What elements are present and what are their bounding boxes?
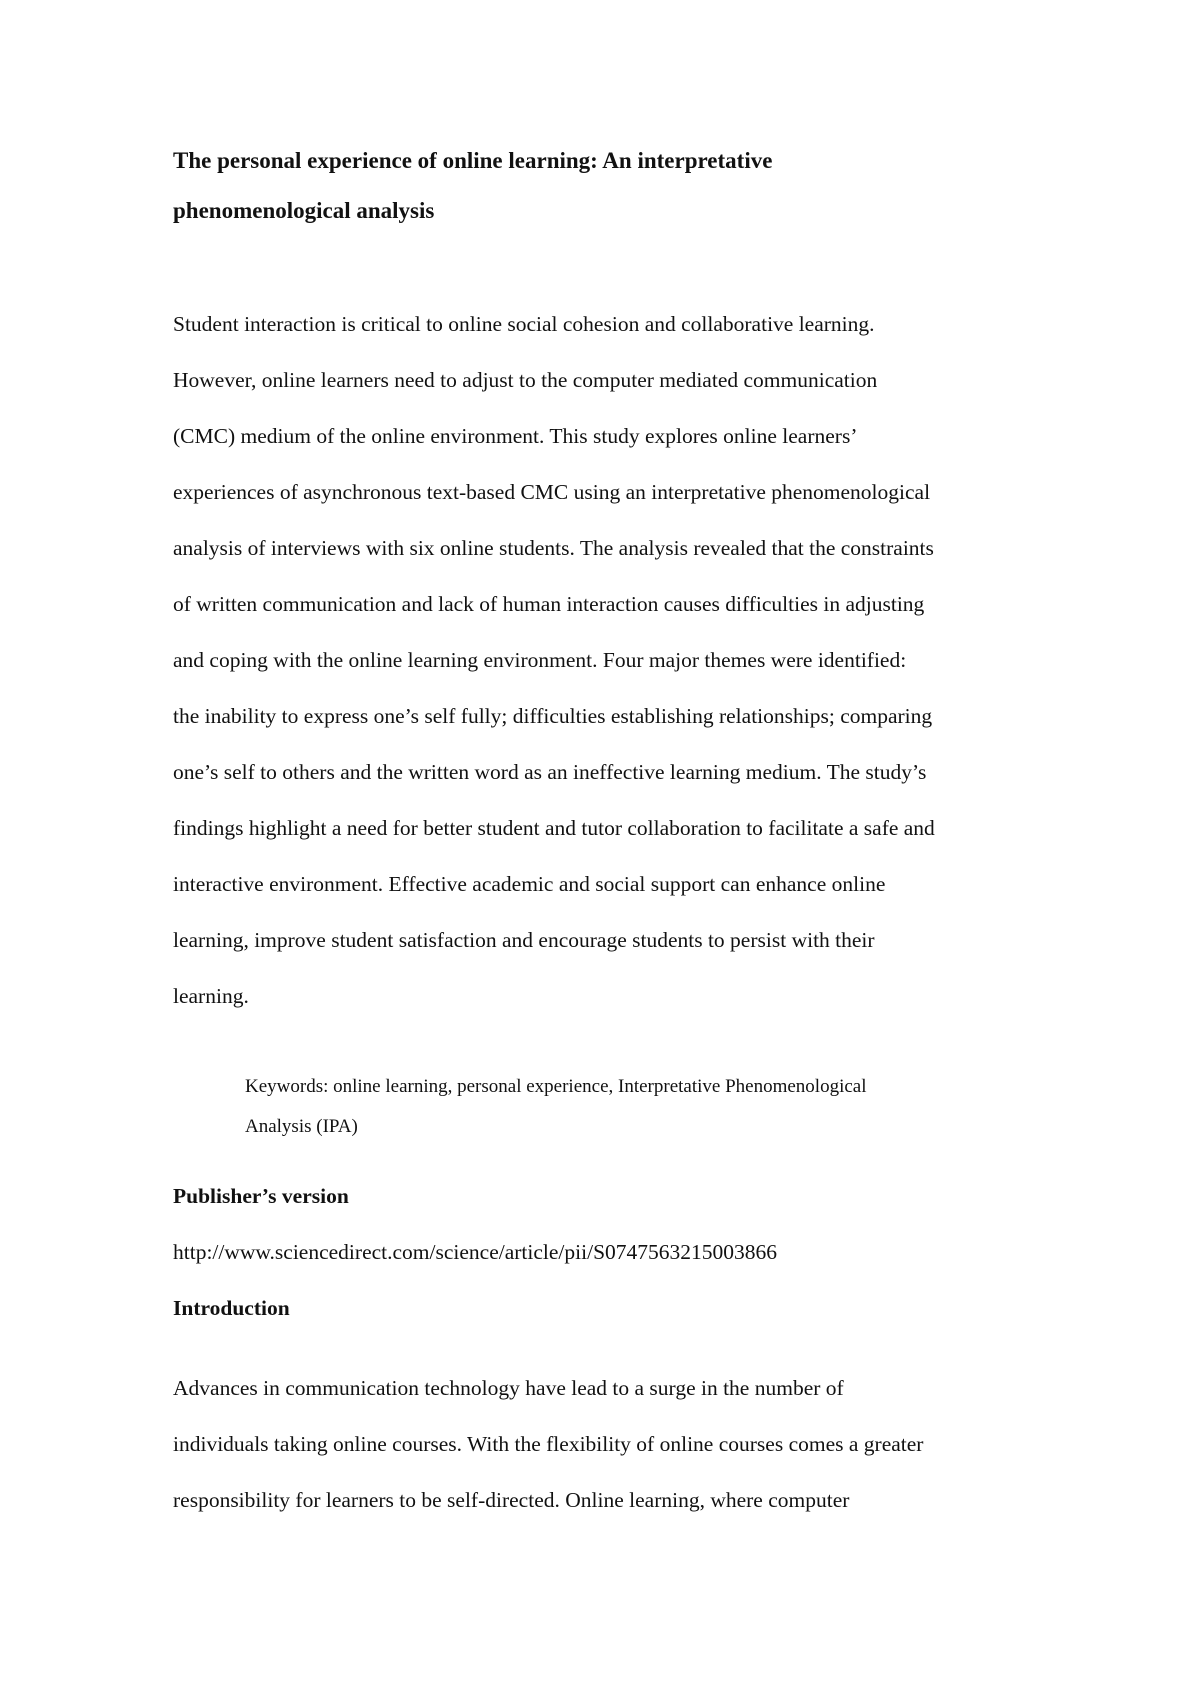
abstract-line: learning. xyxy=(173,984,249,1008)
keywords-line: Keywords: online learning, personal experience, Interpretative Phenomenological xyxy=(245,1076,867,1097)
abstract-line: (CMC) medium of the online environment. This study explores online learners’ xyxy=(173,424,858,448)
abstract-line: the inability to express one’s self fully; difficulties establishing relationships; comparing xyxy=(173,704,933,728)
paper-title-line-1: The personal experience of online learning: An interpretative xyxy=(173,148,773,173)
abstract-line: findings highlight a need for better student and tutor collaboration to facilitate a safe and xyxy=(173,816,935,840)
introduction-line: Advances in communication technology have lead to a surge in the number of xyxy=(173,1376,844,1400)
introduction-heading: Introduction xyxy=(173,1296,290,1320)
introduction-line: individuals taking online courses. With the flexibility of online courses comes a greater xyxy=(173,1432,924,1456)
abstract-line: However, online learners need to adjust to the computer mediated communication xyxy=(173,368,878,392)
abstract-line: of written communication and lack of human interaction causes difficulties in adjusting xyxy=(173,592,925,616)
abstract-line: and coping with the online learning environment. Four major themes were identified: xyxy=(173,648,907,672)
keywords-line: Analysis (IPA) xyxy=(245,1116,358,1137)
abstract-line: Student interaction is critical to online social cohesion and collaborative learning. xyxy=(173,312,875,336)
abstract-line: experiences of asynchronous text-based CMC using an interpretative phenomenological xyxy=(173,480,931,504)
abstract-line: one’s self to others and the written word as an ineffective learning medium. The study’s xyxy=(173,760,927,784)
publisher-url-link[interactable]: http://www.sciencedirect.com/science/article/pii/S0747563215003866 xyxy=(173,1240,778,1264)
abstract-line: interactive environment. Effective academic and social support can enhance online xyxy=(173,872,886,896)
abstract-line: learning, improve student satisfaction and encourage students to persist with their xyxy=(173,928,875,952)
introduction-line: responsibility for learners to be self-directed. Online learning, where computer xyxy=(173,1488,850,1512)
publisher-version-heading: Publisher’s version xyxy=(173,1184,349,1208)
paper-title-line-2: phenomenological analysis xyxy=(173,198,435,223)
abstract-line: analysis of interviews with six online students. The analysis revealed that the constraints xyxy=(173,536,934,560)
